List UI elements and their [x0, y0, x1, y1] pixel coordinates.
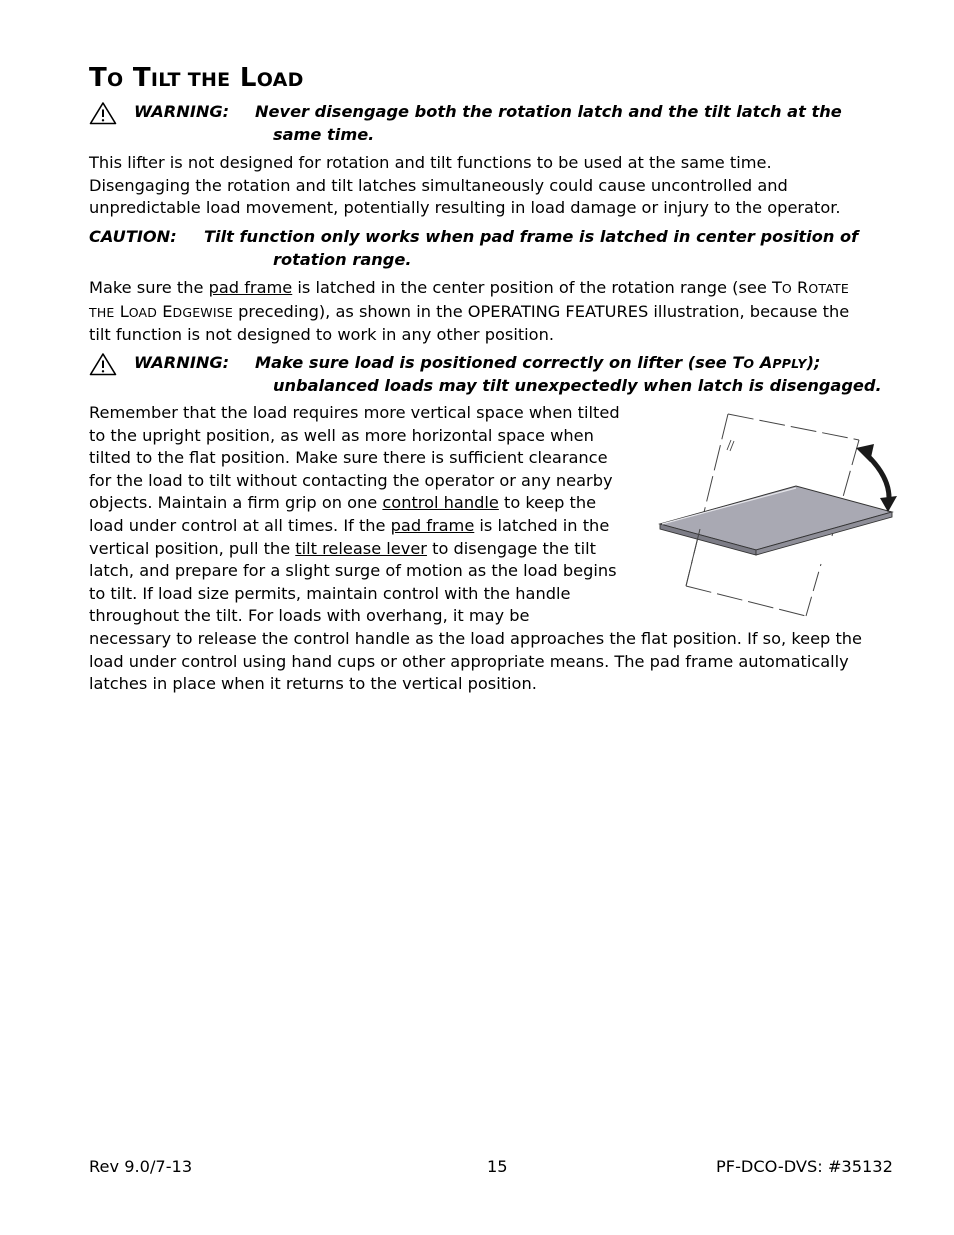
text-run: L [114, 301, 129, 321]
paragraph-no-simultaneous [89, 152, 895, 220]
tilt-release-lever-term: tilt release lever [295, 538, 427, 558]
warning-text-line-2: same time. [273, 125, 375, 144]
heading-small-2: ILT THE [150, 69, 231, 91]
footer-document-id: PF-DCO-DVS: #35132 [716, 1157, 893, 1176]
warning-text-line-1: Never disengage both the rotation latch and the tilt latch at the [255, 102, 842, 121]
caution-label: CAUTION: [89, 227, 177, 246]
warning-block-1 [89, 100, 909, 146]
warning-triangle-icon [89, 352, 117, 376]
text-run: E [157, 301, 173, 321]
small-caps-run: THE [89, 304, 115, 320]
pad-frame-term: pad frame [208, 278, 293, 297]
small-caps-run: OAD [128, 304, 158, 320]
text-run: ); [806, 353, 821, 372]
text-run: R [791, 278, 809, 297]
text-run: to disengage the tilt [426, 538, 596, 558]
heading-small-1: O [107, 69, 124, 91]
warning-text-line-2: unbalanced loads may tilt unexpectedly when latch is disengaged. [273, 376, 882, 395]
text-run: is latched in the center position of the rotation range (see T [292, 278, 782, 297]
text-line: to tilt. If load size permits, maintain control with the handle [89, 583, 571, 603]
text-line: latches in place when it returns to the vertical position. [89, 674, 537, 694]
text-run: load under control at all times. If the [89, 515, 391, 535]
footer-page-number: 15 [487, 1157, 508, 1176]
text-line: This lifter is not designed for rotation and tilt functions to be used at the same time. [89, 153, 772, 172]
warning-triangle-icon [89, 101, 117, 125]
caution-text-line-1: Tilt function only works when pad frame is latched in center position of [204, 227, 859, 246]
text-line: latch, and prepare for a slight surge of motion as the load begins [89, 561, 617, 581]
heading-cap-1: T [89, 63, 108, 93]
section-heading [89, 58, 304, 100]
text-line: necessary to release the control handle as the load approaches the flat position. If so, keep the [89, 628, 863, 648]
text-run: preceding), as shown in the OPERATING FEATURES illustration, because the [233, 301, 850, 321]
warning-text-line-1 [255, 351, 821, 375]
heading-cap-2: T [132, 63, 151, 93]
pad-frame-term: pad frame [390, 515, 475, 535]
heading-cap-3: L [239, 63, 257, 93]
text-line: Remember that the load requires more vertical space when tilted [89, 403, 620, 422]
control-handle-term: control handle [382, 493, 499, 513]
text-run: Make sure the [89, 278, 209, 297]
warning-label: WARNING: [134, 102, 230, 121]
text-line: to the upright position, as well as more horizontal space when [89, 425, 594, 445]
text-run: Make sure load is positioned correctly on lifter (see T [255, 353, 744, 372]
text-line: throughout the tilt. For loads with overhang, it may be [89, 606, 530, 626]
text-line: tilted to the flat position. Make sure there is sufficient clearance [89, 448, 608, 468]
small-caps-run: PPLY [772, 356, 807, 371]
text-line: for the load to tilt without contacting the operator or any nearby [89, 470, 613, 490]
text-run: A [754, 353, 773, 372]
caution-block [89, 225, 909, 271]
warning-block-2 [89, 351, 909, 397]
paragraph-center-position [89, 277, 899, 347]
text-run: objects. Maintain a firm grip on one [89, 493, 383, 513]
small-caps-run: O [743, 356, 755, 371]
footer-revision: Rev 9.0/7-13 [89, 1157, 193, 1176]
heading-small-3: OAD [256, 69, 304, 91]
text-line: unpredictable load movement, potentially resulting in load damage or injury to the operator. [89, 198, 841, 218]
small-caps-run: O [781, 281, 792, 296]
caution-text-line-2: rotation range. [273, 250, 412, 269]
text-line: load under control using hand cups or other appropriate means. The pad frame automatically [89, 651, 849, 671]
warning-label: WARNING: [134, 353, 230, 372]
text-line: Disengaging the rotation and tilt latches simultaneously could cause uncontrolled and [89, 175, 788, 195]
text-run: to keep the [498, 493, 597, 513]
tilt-illustration-icon [656, 404, 902, 626]
text-run: is latched in the [474, 515, 610, 535]
text-line: tilt function is not designed to work in any other position. [89, 325, 554, 345]
small-caps-run: OTATE [808, 281, 849, 296]
text-run: vertical position, pull the [89, 538, 296, 558]
small-caps-run: DGEWISE [172, 304, 233, 320]
